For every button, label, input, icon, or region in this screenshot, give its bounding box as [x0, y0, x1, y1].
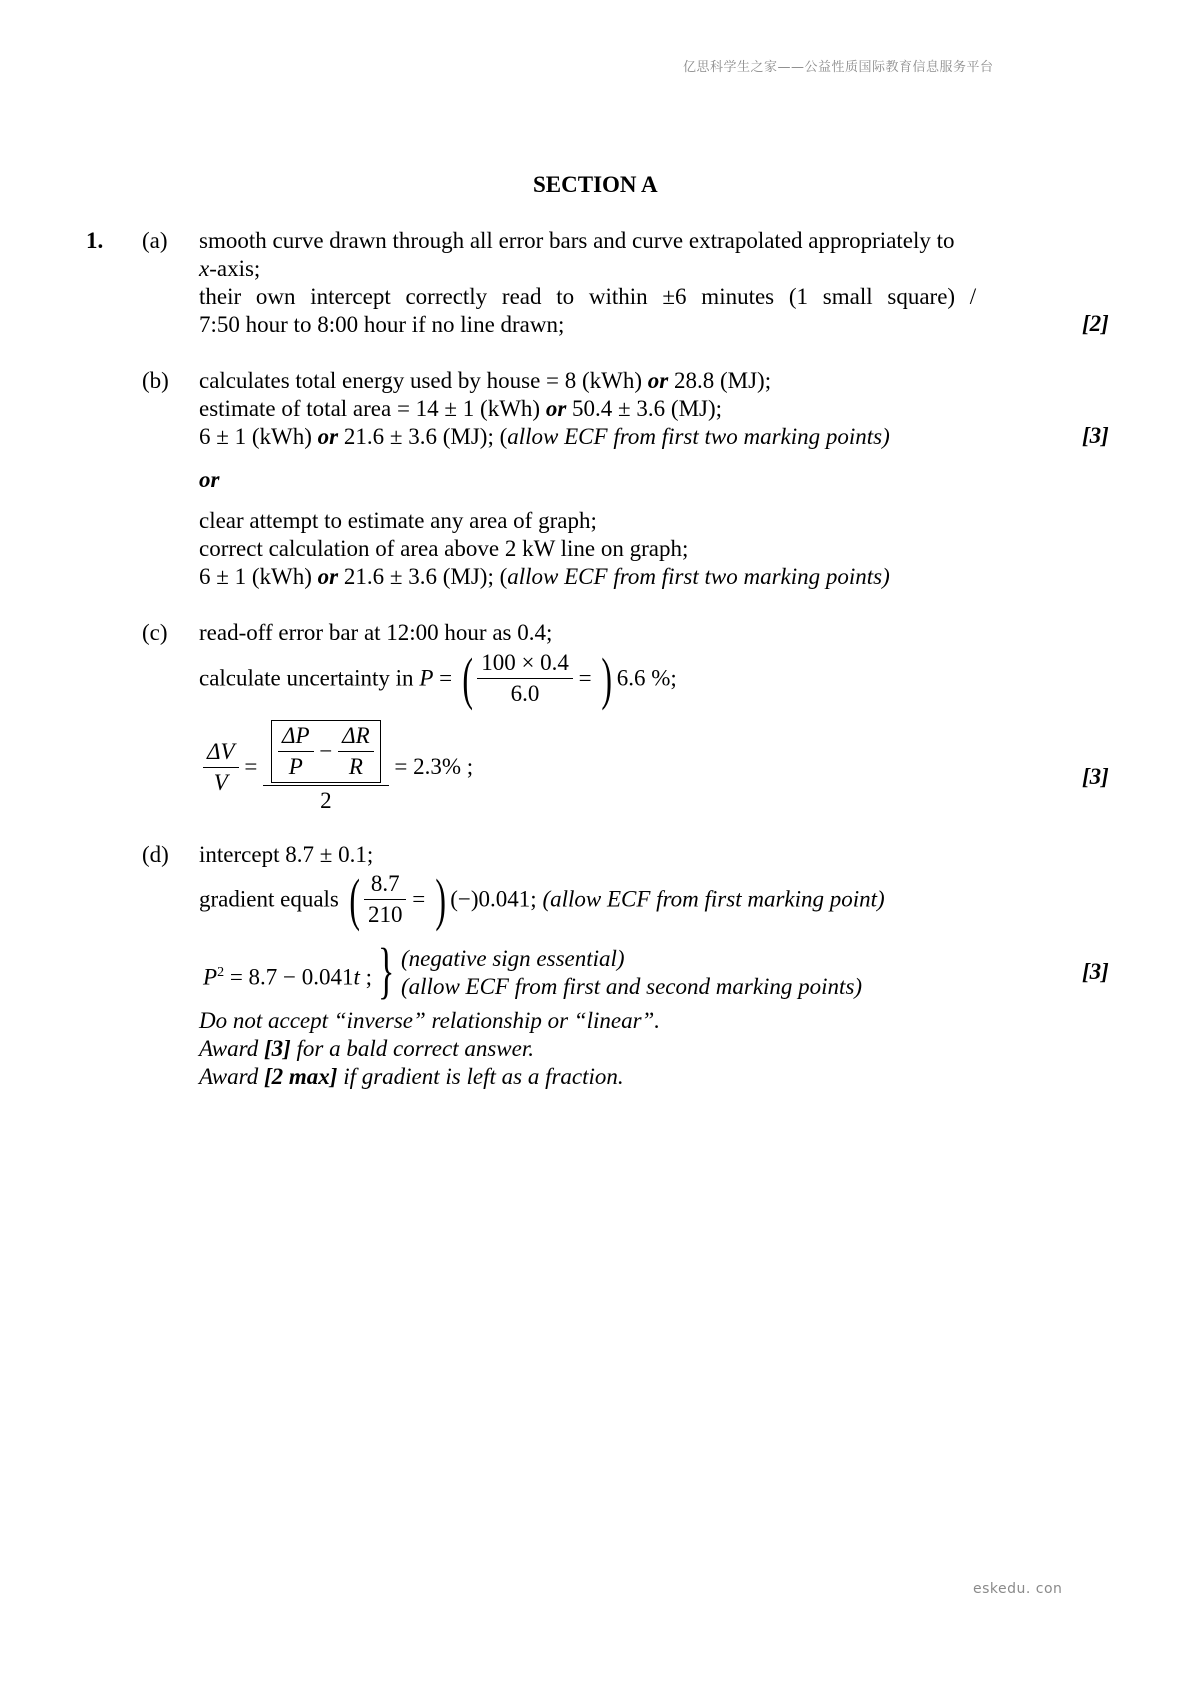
- uncertainty-fraction: $\frac{100 \times 0.4}{6.0}$: [477, 648, 573, 709]
- bracket-over-two-fraction: $\frac{\Delta P}{P}$ − $\frac{\Delta R}{R}$ 2: [263, 718, 389, 816]
- part-c-dv-equation: $\frac{\Delta V}{V}$ = $\frac{\Delta P}{P}$ − $\frac{\Delta R}{R}$ 2 = 2.3% ;: [203, 718, 473, 816]
- part-d-gradient-line: gradient equals ( $\frac{8.7}{210}$ = ) (−)0.041; (allow ECF from first marking point): [199, 866, 885, 932]
- part-a-label: (a): [142, 228, 168, 253]
- part-c-line1: read-off error bar at 12:00 hour as 0.4;: [199, 620, 553, 645]
- part-d-label: (d): [142, 842, 169, 867]
- part-b-label: (b): [142, 368, 169, 393]
- part-b-alt-line3: 6 ± 1 (kWh) or 21.6 ± 3.6 (MJ); (allow ECF from first two marking points): [199, 564, 890, 589]
- part-d-equation: $P^2 = 8.7 - 0.041t$ ;: [203, 964, 373, 990]
- part-a-line2: x-axis;: [199, 256, 261, 281]
- part-c-label: (c): [142, 620, 168, 645]
- part-c-uncertainty-line: calculate uncertainty in P = ( $\frac{100 \times 0.4}{6.0}$ = ) 6.6 %;: [199, 645, 677, 711]
- right-brace: }: [378, 937, 395, 1005]
- site-header-text: 亿思科学生之家——公益性质国际教育信息服务平台: [683, 60, 994, 75]
- part-b-line3: 6 ± 1 (kWh) or 21.6 ± 3.6 (MJ); (allow ECF from first two marking points): [199, 424, 890, 449]
- part-d-note2: Award [3] for a bald correct answer.: [199, 1036, 534, 1061]
- part-d-line1: intercept 8.7 ± 0.1;: [199, 842, 374, 867]
- dv-over-v-fraction: $\frac{\Delta V}{V}$: [203, 737, 239, 798]
- part-d-note3: Award [2 max] if gradient is left as a fraction.: [199, 1064, 624, 1089]
- part-d-note1: Do not accept “inverse” relationship or “linear”.: [199, 1008, 661, 1033]
- part-c-mark: [3]: [1082, 764, 1109, 789]
- part-d-brace-note1: (negative sign essential): [401, 946, 625, 971]
- x-variable: x: [199, 256, 210, 281]
- part-d-brace-note2: (allow ECF from first and second marking points): [401, 974, 863, 999]
- part-d-mark: [3]: [1082, 959, 1109, 984]
- part-b-alt-line2: correct calculation of area above 2 kW line on graph;: [199, 536, 689, 561]
- part-b-line2: estimate of total area = 14 ± 1 (kWh) or 50.4 ± 3.6 (MJ);: [199, 396, 723, 421]
- part-a-line1: smooth curve drawn through all error bars and curve extrapolated appropriately to: [199, 228, 955, 253]
- part-a-mark: [2]: [1082, 311, 1109, 336]
- part-a-line3: their own intercept correctly read to within ±6 minutes (1 small square) /: [199, 284, 977, 309]
- part-b-mark: [3]: [1082, 423, 1109, 448]
- footer-text: eskedu. con: [973, 1581, 1063, 1597]
- section-title: SECTION A: [533, 172, 658, 197]
- part-b-alt-line1: clear attempt to estimate any area of graph;: [199, 508, 597, 533]
- part-b-or: or: [199, 467, 220, 492]
- part-a-line4: 7:50 hour to 8:00 hour if no line drawn;: [199, 312, 565, 337]
- question-number: 1.: [86, 228, 104, 253]
- part-b-line1: calculates total energy used by house = 8 (kWh) or 28.8 (MJ);: [199, 368, 772, 393]
- gradient-fraction: $\frac{8.7}{210}$: [364, 869, 407, 930]
